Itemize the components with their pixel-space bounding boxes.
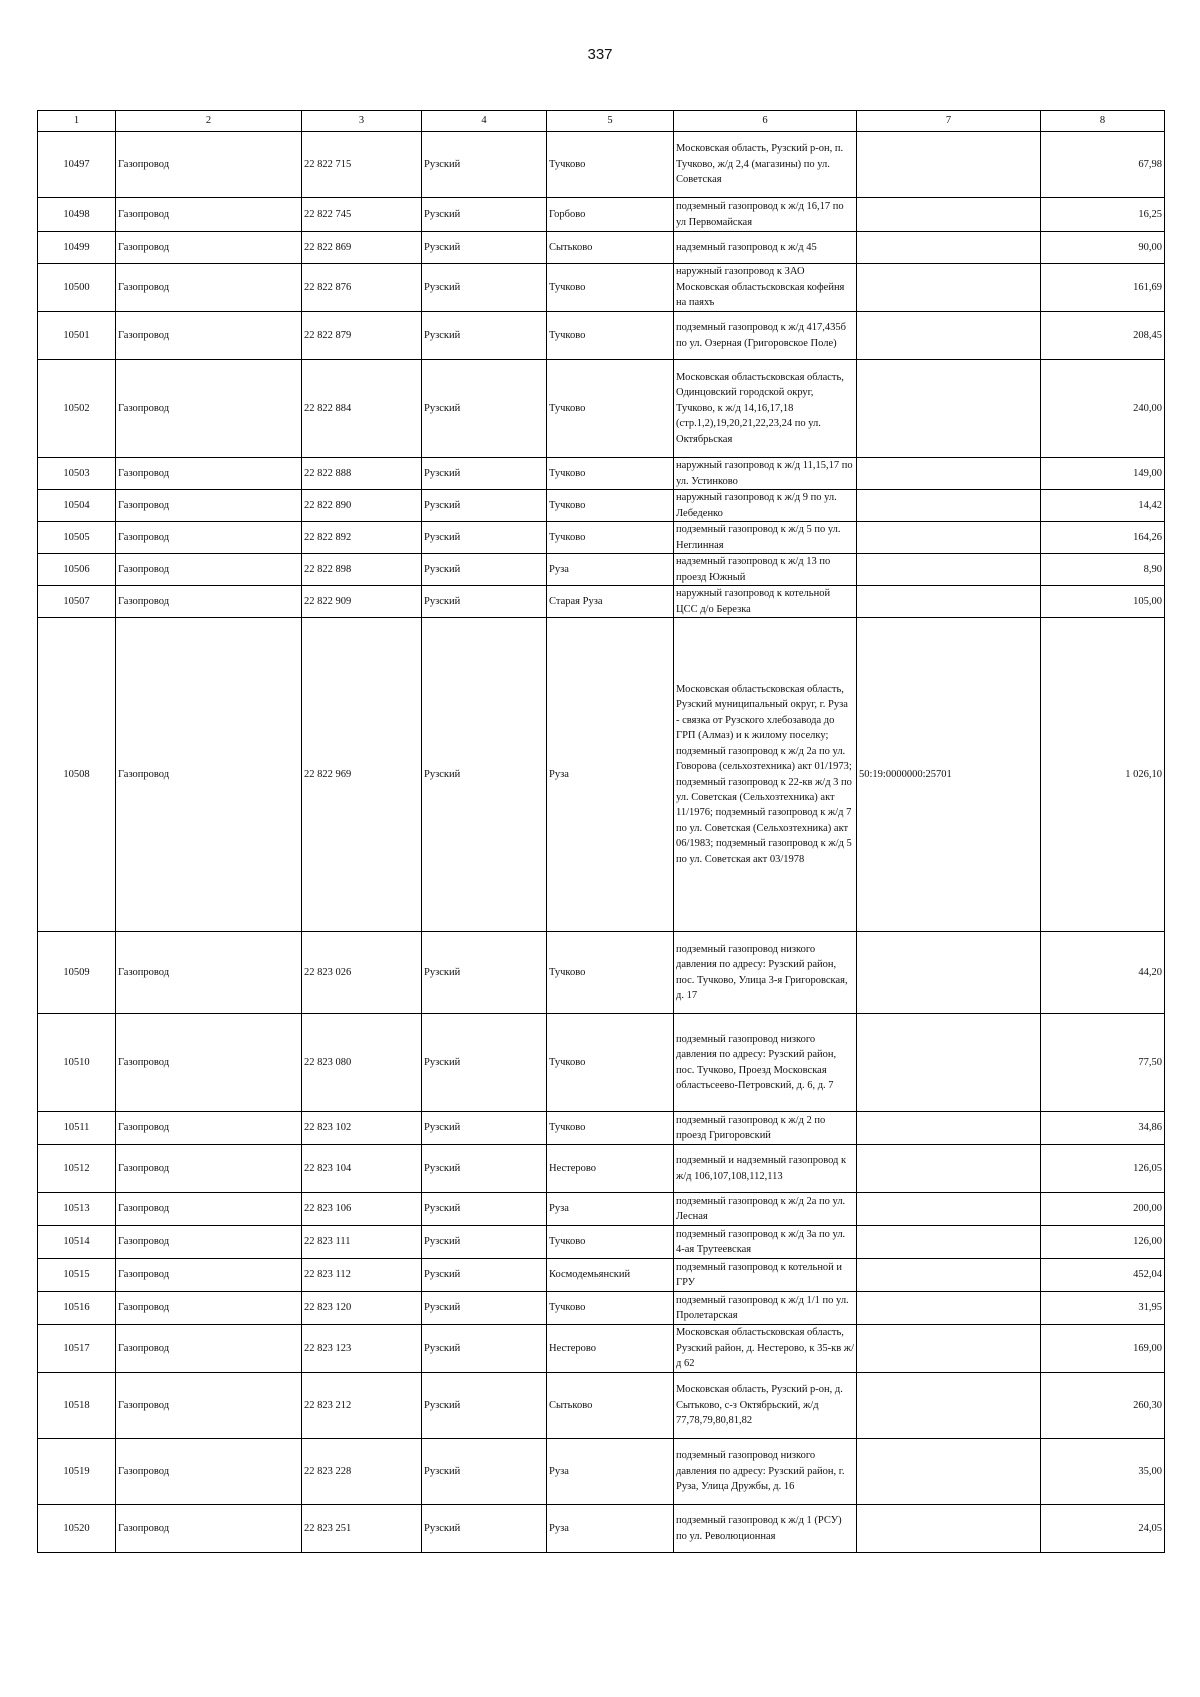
object-code: 22 823 120 — [302, 1292, 422, 1325]
length-value: 35,00 — [1041, 1439, 1165, 1505]
row-number: 10507 — [38, 586, 116, 618]
length-value: 149,00 — [1041, 458, 1165, 490]
object-description: надземный газопровод к ж/д 45 — [674, 232, 857, 264]
length-value: 240,00 — [1041, 360, 1165, 458]
settlement-name: Руза — [547, 618, 674, 932]
table-row — [38, 360, 1165, 458]
district-name: Рузский — [422, 1505, 547, 1553]
object-description: наружный газопровод к ж/д 11,15,17 по ул. Устинково — [674, 458, 857, 490]
cadastral-number — [857, 554, 1041, 586]
row-number: 10499 — [38, 232, 116, 264]
object-code: 22 823 106 — [302, 1193, 422, 1226]
row-number: 10502 — [38, 360, 116, 458]
object-description: Московская областьсковская область, Рузский муниципальный округ, г. Руза - связка от Рузского хлебозавода до ГРП (Алмаз) и к жилому поселку; подземный газопровод к ж/д 2а по ул. Говорова (сельхозтехника) акт 01/1973; подземный газопровод к 22-кв ж/д 3 по ул. Советская (Сельхозтехника) акт 11/1976; подземный газопровод к ж/д 7 по ул. Советская (Сельхозтехника) акт 06/1983; подземный газопровод к ж/д 5 по ул. Советская акт 03/1978 — [674, 618, 857, 932]
table-row — [38, 458, 1165, 490]
length-value: 452,04 — [1041, 1259, 1165, 1292]
table-row — [38, 1226, 1165, 1259]
object-name: Газопровод — [116, 1193, 302, 1226]
column-header: 8 — [1041, 111, 1165, 132]
length-value: 200,00 — [1041, 1193, 1165, 1226]
length-value: 126,05 — [1041, 1145, 1165, 1193]
district-name: Рузский — [422, 1193, 547, 1226]
settlement-name: Тучково — [547, 458, 674, 490]
row-number: 10508 — [38, 618, 116, 932]
object-code: 22 823 123 — [302, 1325, 422, 1373]
settlement-name: Космодемьянский — [547, 1259, 674, 1292]
length-value: 1 026,10 — [1041, 618, 1165, 932]
district-name: Рузский — [422, 360, 547, 458]
cadastral-number — [857, 586, 1041, 618]
row-number: 10497 — [38, 132, 116, 198]
table-row — [38, 1014, 1165, 1112]
object-name: Газопровод — [116, 554, 302, 586]
object-description: наружный газопровод к ЗАО Московская областьсковская кофейня на паяхъ — [674, 264, 857, 312]
table-row — [38, 1193, 1165, 1226]
table-row — [38, 1145, 1165, 1193]
settlement-name: Тучково — [547, 1226, 674, 1259]
row-number: 10500 — [38, 264, 116, 312]
cadastral-number — [857, 1193, 1041, 1226]
district-name: Рузский — [422, 1145, 547, 1193]
district-name: Рузский — [422, 1292, 547, 1325]
district-name: Рузский — [422, 1014, 547, 1112]
settlement-name: Руза — [547, 554, 674, 586]
row-number: 10517 — [38, 1325, 116, 1373]
table-row — [38, 312, 1165, 360]
column-header: 3 — [302, 111, 422, 132]
column-header: 1 — [38, 111, 116, 132]
row-number: 10509 — [38, 932, 116, 1014]
object-name: Газопровод — [116, 586, 302, 618]
object-name: Газопровод — [116, 1373, 302, 1439]
object-description: подземный газопровод к ж/д 2а по ул. Лесная — [674, 1193, 857, 1226]
district-name: Рузский — [422, 458, 547, 490]
cadastral-number — [857, 458, 1041, 490]
object-name: Газопровод — [116, 312, 302, 360]
object-code: 22 822 884 — [302, 360, 422, 458]
length-value: 31,95 — [1041, 1292, 1165, 1325]
cadastral-number — [857, 1325, 1041, 1373]
cadastral-number — [857, 1373, 1041, 1439]
object-description: подземный газопровод к ж/д 1/1 по ул. Пролетарская — [674, 1292, 857, 1325]
table-row — [38, 1259, 1165, 1292]
row-number: 10512 — [38, 1145, 116, 1193]
row-number: 10504 — [38, 490, 116, 522]
table-row — [38, 1439, 1165, 1505]
object-name: Газопровод — [116, 1292, 302, 1325]
length-value: 164,26 — [1041, 522, 1165, 554]
table-row — [38, 618, 1165, 932]
object-code: 22 822 888 — [302, 458, 422, 490]
object-code: 22 822 869 — [302, 232, 422, 264]
row-number: 10505 — [38, 522, 116, 554]
object-name: Газопровод — [116, 1014, 302, 1112]
length-value: 161,69 — [1041, 264, 1165, 312]
row-number: 10515 — [38, 1259, 116, 1292]
object-name: Газопровод — [116, 232, 302, 264]
cadastral-number — [857, 132, 1041, 198]
row-number: 10510 — [38, 1014, 116, 1112]
object-code: 22 822 745 — [302, 198, 422, 232]
row-number: 10518 — [38, 1373, 116, 1439]
table-row — [38, 1325, 1165, 1373]
object-code: 22 822 909 — [302, 586, 422, 618]
column-header: 7 — [857, 111, 1041, 132]
table-row — [38, 1112, 1165, 1145]
district-name: Рузский — [422, 132, 547, 198]
table-row — [38, 132, 1165, 198]
district-name: Рузский — [422, 554, 547, 586]
object-name: Газопровод — [116, 458, 302, 490]
header-row — [38, 111, 1165, 132]
cadastral-number — [857, 490, 1041, 522]
object-name: Газопровод — [116, 360, 302, 458]
length-value: 169,00 — [1041, 1325, 1165, 1373]
object-code: 22 822 898 — [302, 554, 422, 586]
district-name: Рузский — [422, 1439, 547, 1505]
object-code: 22 822 876 — [302, 264, 422, 312]
object-name: Газопровод — [116, 1325, 302, 1373]
cadastral-number — [857, 264, 1041, 312]
district-name: Рузский — [422, 932, 547, 1014]
cadastral-number — [857, 1014, 1041, 1112]
table-row — [38, 522, 1165, 554]
object-code: 22 823 212 — [302, 1373, 422, 1439]
object-name: Газопровод — [116, 132, 302, 198]
object-code: 22 823 251 — [302, 1505, 422, 1553]
object-code: 22 822 969 — [302, 618, 422, 932]
settlement-name: Сытьково — [547, 232, 674, 264]
cadastral-number — [857, 312, 1041, 360]
table-row — [38, 586, 1165, 618]
cadastral-number: 50:19:0000000:25701 — [857, 618, 1041, 932]
length-value: 208,45 — [1041, 312, 1165, 360]
settlement-name: Сытьково — [547, 1373, 674, 1439]
row-number: 10501 — [38, 312, 116, 360]
row-number: 10520 — [38, 1505, 116, 1553]
cadastral-number — [857, 198, 1041, 232]
object-name: Газопровод — [116, 1439, 302, 1505]
table-row — [38, 932, 1165, 1014]
object-description: надземный газопровод к ж/д 13 по проезд Южный — [674, 554, 857, 586]
length-value: 67,98 — [1041, 132, 1165, 198]
district-name: Рузский — [422, 264, 547, 312]
object-name: Газопровод — [116, 618, 302, 932]
row-number: 10513 — [38, 1193, 116, 1226]
object-code: 22 823 228 — [302, 1439, 422, 1505]
row-number: 10511 — [38, 1112, 116, 1145]
column-header: 6 — [674, 111, 857, 132]
length-value: 14,42 — [1041, 490, 1165, 522]
object-name: Газопровод — [116, 1226, 302, 1259]
object-description: подземный газопровод к ж/д 1 (РСУ) по ул. Революционная — [674, 1505, 857, 1553]
cadastral-number — [857, 1505, 1041, 1553]
district-name: Рузский — [422, 1226, 547, 1259]
settlement-name: Тучково — [547, 1292, 674, 1325]
settlement-name: Руза — [547, 1505, 674, 1553]
object-name: Газопровод — [116, 1112, 302, 1145]
row-number: 10506 — [38, 554, 116, 586]
object-description: подземный газопровод к котельной и ГРУ — [674, 1259, 857, 1292]
row-number: 10519 — [38, 1439, 116, 1505]
length-value: 44,20 — [1041, 932, 1165, 1014]
column-header: 5 — [547, 111, 674, 132]
cadastral-number — [857, 932, 1041, 1014]
object-code: 22 822 879 — [302, 312, 422, 360]
district-name: Рузский — [422, 1325, 547, 1373]
district-name: Рузский — [422, 1373, 547, 1439]
object-code: 22 823 080 — [302, 1014, 422, 1112]
length-value: 8,90 — [1041, 554, 1165, 586]
object-code: 22 822 892 — [302, 522, 422, 554]
object-code: 22 823 111 — [302, 1226, 422, 1259]
object-code: 22 823 102 — [302, 1112, 422, 1145]
column-header: 2 — [116, 111, 302, 132]
cadastral-number — [857, 1226, 1041, 1259]
length-value: 260,30 — [1041, 1373, 1165, 1439]
cadastral-number — [857, 1145, 1041, 1193]
object-name: Газопровод — [116, 932, 302, 1014]
object-name: Газопровод — [116, 1505, 302, 1553]
object-description: Московская область, Рузский р-он, п. Тучково, ж/д 2,4 (магазины) по ул. Советская — [674, 132, 857, 198]
table-row — [38, 490, 1165, 522]
settlement-name: Тучково — [547, 932, 674, 1014]
object-description: наружный газопровод к ж/д 9 по ул. Лебеденко — [674, 490, 857, 522]
length-value: 105,00 — [1041, 586, 1165, 618]
table-row — [38, 554, 1165, 586]
settlement-name: Тучково — [547, 1112, 674, 1145]
cadastral-number — [857, 1292, 1041, 1325]
cadastral-number — [857, 522, 1041, 554]
object-code: 22 823 026 — [302, 932, 422, 1014]
district-name: Рузский — [422, 618, 547, 932]
object-code: 22 823 104 — [302, 1145, 422, 1193]
row-number: 10498 — [38, 198, 116, 232]
object-name: Газопровод — [116, 490, 302, 522]
object-code: 22 823 112 — [302, 1259, 422, 1292]
object-name: Газопровод — [116, 522, 302, 554]
district-name: Рузский — [422, 522, 547, 554]
settlement-name: Тучково — [547, 312, 674, 360]
length-value: 16,25 — [1041, 198, 1165, 232]
page-number: 337 — [587, 46, 613, 63]
district-name: Рузский — [422, 232, 547, 264]
cadastral-number — [857, 1439, 1041, 1505]
object-description: подземный газопровод к ж/д 16,17 по ул Первомайская — [674, 198, 857, 232]
settlement-name: Тучково — [547, 490, 674, 522]
district-name: Рузский — [422, 312, 547, 360]
row-number: 10516 — [38, 1292, 116, 1325]
length-value: 34,86 — [1041, 1112, 1165, 1145]
settlement-name: Тучково — [547, 360, 674, 458]
district-name: Рузский — [422, 586, 547, 618]
row-number: 10503 — [38, 458, 116, 490]
settlement-name: Нестерово — [547, 1325, 674, 1373]
object-description: Московская область, Рузский р-он, д. Сытьково, с-з Октябрьский, ж/д 77,78,79,80,81,82 — [674, 1373, 857, 1439]
table-row — [38, 198, 1165, 232]
settlement-name: Руза — [547, 1439, 674, 1505]
object-description: наружный газопровод к котельной ЦСС д/о Березка — [674, 586, 857, 618]
settlement-name: Горбово — [547, 198, 674, 232]
object-description: подземный газопровод к ж/д 5 по ул. Неглинная — [674, 522, 857, 554]
object-description: подземный газопровод к ж/д 417,435б по ул. Озерная (Григоровское Поле) — [674, 312, 857, 360]
object-description: подземный газопровод к ж/д 2 по проезд Григоровский — [674, 1112, 857, 1145]
settlement-name: Тучково — [547, 264, 674, 312]
district-name: Рузский — [422, 1112, 547, 1145]
object-description: подземный газопровод низкого давления по адресу: Рузский район, пос. Тучково, Проезд Московская областьсеево-Петровский, д. 6, д. 7 — [674, 1014, 857, 1112]
table-row — [38, 1292, 1165, 1325]
settlement-name: Тучково — [547, 522, 674, 554]
table-row — [38, 1373, 1165, 1439]
object-code: 22 822 715 — [302, 132, 422, 198]
settlement-name: Тучково — [547, 1014, 674, 1112]
district-name: Рузский — [422, 198, 547, 232]
length-value: 126,00 — [1041, 1226, 1165, 1259]
object-code: 22 822 890 — [302, 490, 422, 522]
object-description: Московская областьсковская область, Одинцовский городской округ, Тучково, к ж/д 14,16,17,18 (стр.1,2),19,20,21,22,23,24 по ул. Октябрьская — [674, 360, 857, 458]
settlement-name: Старая Руза — [547, 586, 674, 618]
object-description: подземный и надземный газопровод к ж/д 106,107,108,112,113 — [674, 1145, 857, 1193]
district-name: Рузский — [422, 1259, 547, 1292]
length-value: 24,05 — [1041, 1505, 1165, 1553]
cadastral-number — [857, 1112, 1041, 1145]
table-row — [38, 232, 1165, 264]
object-name: Газопровод — [116, 1145, 302, 1193]
length-value: 77,50 — [1041, 1014, 1165, 1112]
settlement-name: Нестерово — [547, 1145, 674, 1193]
row-number: 10514 — [38, 1226, 116, 1259]
cadastral-number — [857, 232, 1041, 264]
object-name: Газопровод — [116, 198, 302, 232]
settlement-name: Тучково — [547, 132, 674, 198]
table-row — [38, 1505, 1165, 1553]
column-header: 4 — [422, 111, 547, 132]
object-name: Газопровод — [116, 1259, 302, 1292]
cadastral-number — [857, 360, 1041, 458]
cadastral-number — [857, 1259, 1041, 1292]
length-value: 90,00 — [1041, 232, 1165, 264]
object-description: подземный газопровод низкого давления по адресу: Рузский район, г. Руза, Улица Дружбы, д. 16 — [674, 1439, 857, 1505]
district-name: Рузский — [422, 490, 547, 522]
object-description: подземный газопровод низкого давления по адресу: Рузский район, пос. Тучково, Улица 3-я Григоровская, д. 17 — [674, 932, 857, 1014]
registry-table — [37, 110, 1165, 1553]
object-description: Московская областьсковская область, Рузский район, д. Нестерово, к 35-кв ж/д 62 — [674, 1325, 857, 1373]
table-row — [38, 264, 1165, 312]
object-name: Газопровод — [116, 264, 302, 312]
object-description: подземный газопровод к ж/д 3а по ул. 4-ая Трутеевская — [674, 1226, 857, 1259]
settlement-name: Руза — [547, 1193, 674, 1226]
